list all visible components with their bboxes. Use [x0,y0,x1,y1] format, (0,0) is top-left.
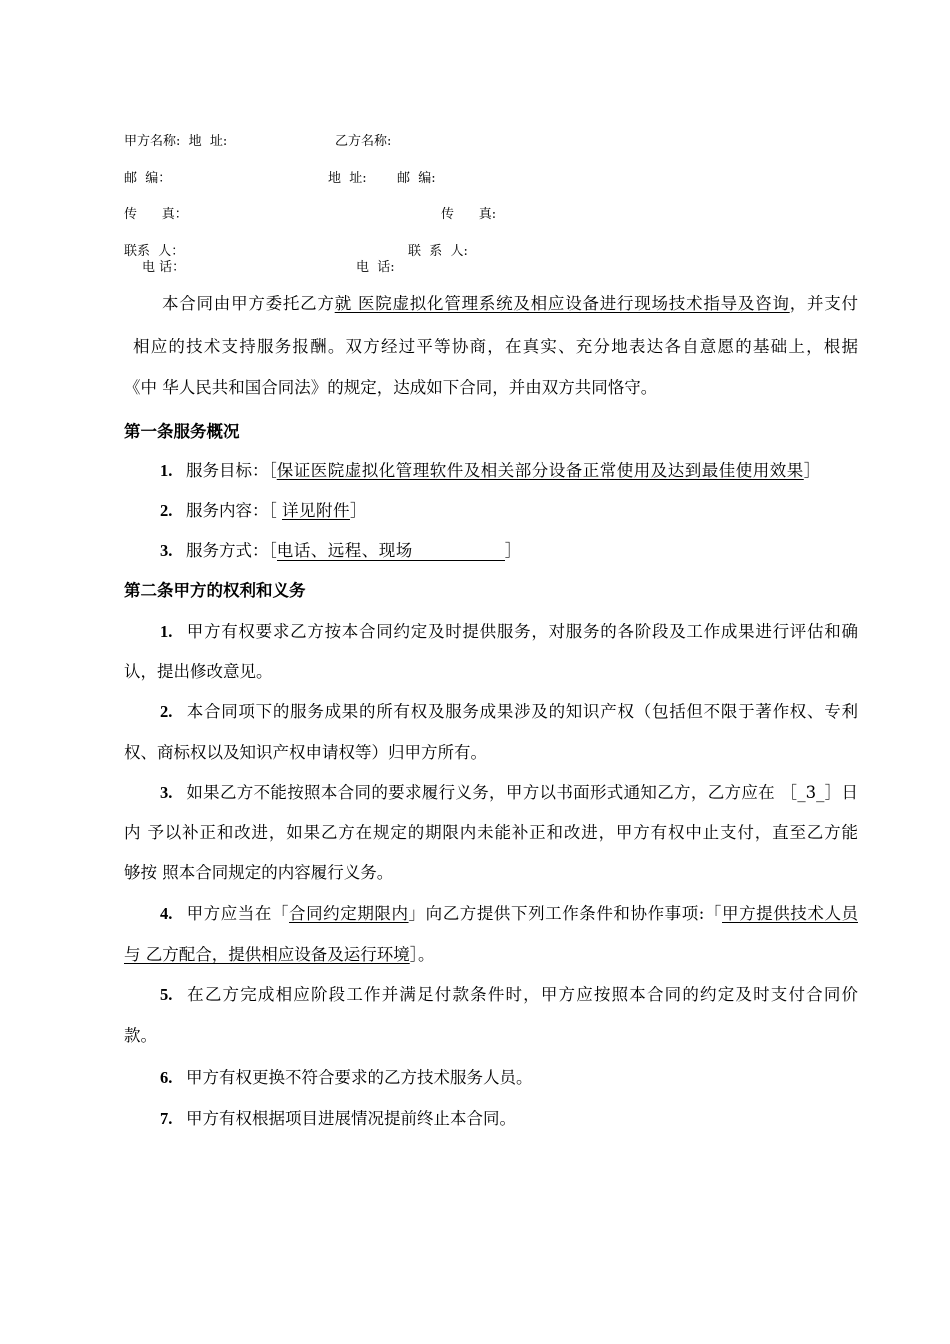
bracket-close: ］。 [409,945,435,964]
bracket-close: ］ [803,461,821,480]
service-goal-value: 保证医院虚拟化管理软件及相关部分设备正常使用及达到最佳使用效果 [276,461,804,480]
service-content-value: 详见附件 [282,501,350,520]
item-text: 日 [841,783,858,802]
cooperation-value: 甲方提供技术人员 [722,904,858,923]
item-text: 在乙方完成相应阶段工作并满足付款条件时，甲方应按照本合同的约定及时支付合同价 [186,985,858,1004]
item-number: 2. [160,702,173,721]
party-a-postcode-label: 邮 编： [124,171,172,186]
article-2-item-1-line-2: 认，提出修改意见。 [124,662,273,681]
party-a-name-address-label: 甲方名称: 地 址: [124,134,228,149]
intro-text: ，并支付 [789,294,858,313]
item-number: 1. [160,461,173,480]
item-text: 向乙方提供下列工作条件和协作事项: [425,904,705,923]
item-text: 甲方有权更换不符合要求的乙方技术服务人员。 [186,1068,533,1087]
article-2-item-5-line-2: 款。 [124,1026,157,1045]
article-2-item-3-line-2: 内 予以补正和改进，如果乙方在规定的期限内未能补正和改进，甲方有权中止支付，直至乙方能 [124,823,858,842]
bracket-open: ［ [268,461,277,480]
article-2-item-3-line-1 [160,782,858,806]
item-label: 服务内容： [186,501,269,520]
intro-text: 本合同由甲方委托乙方 [162,294,335,313]
article-2-item-2-line-1 [160,701,858,725]
item-number: 4. [160,904,173,923]
party-b-address-label: 地 址: [328,171,367,186]
intro-line-1 [162,293,858,317]
item-number: 3. [160,541,173,560]
article-2-item-4-line-1 [160,903,858,927]
party-b-contact-label: 联 系 人: [408,244,468,259]
article-2-item-5-line-1 [160,984,858,1008]
article-2-item-7 [160,1108,858,1132]
item-text: 本合同项下的服务成果的所有权及服务成果涉及的知识产权（包括但不限于著作权、专利 [186,702,858,721]
party-a-fax-label: 传 真： [124,207,188,222]
item-number: 1. [160,622,173,641]
item-text: 甲方有权要求乙方按本合同约定及时提供服务，对服务的各阶段及工作成果进行评估和确 [186,622,858,641]
article-2-item-2-line-2: 权、商标权以及知识产权申请权等）归甲方所有。 [124,743,487,762]
item-number: 5. [160,985,173,1004]
bracket-close: ］ [504,541,522,560]
cooperation-value: 与 乙方配合，提供相应设备及运行环境 [124,945,410,964]
article-2-item-6 [160,1067,858,1091]
party-b-phone-label: 电 话: [356,260,395,275]
intro-line-3: 《中 华人民共和国合同法》的规定，达成如下合同，并由双方共同恪守。 [124,378,658,397]
party-b-name-label: 乙方名称: [335,134,392,149]
bracket-open: ［ [268,501,282,520]
item-label: 服务目标： [186,461,269,480]
party-a-contact-label: 联系 人： [124,244,185,259]
bracket-open: 「 [271,904,290,923]
service-method-value: 电话、远程、现场 [277,541,505,561]
intro-service-subject: 就 医院虚拟化管理系统及相应设备进行现场技术指导及咨询 [334,294,790,313]
party-a-phone-label: 电 话： [142,260,186,275]
article-1-item-3 [160,540,858,564]
item-number: 6. [160,1068,173,1087]
item-number: 2. [160,501,173,520]
item-number: 3. [160,783,173,802]
bracket-close: 」 [408,904,426,923]
article-1-item-1 [160,460,858,484]
article-2-heading: 第二条甲方的权利和义务 [124,581,306,600]
item-number: 7. [160,1109,173,1128]
deadline-value: 合同约定期限内 [289,904,409,923]
bracket-open: ［ [268,541,277,560]
article-1-heading: 第一条服务概况 [124,422,240,441]
item-text: 甲方应当在 [186,904,272,923]
intro-line-2: 相应的技术支持服务报酬。双方经过平等协商，在真实、充分地表达各自意愿的基础上，根据 [133,337,858,356]
article-2-item-3-line-3: 够按 照本合同规定的内容履行义务。 [124,863,394,882]
item-text: 甲方有权根据项目进展情况提前终止本合同。 [186,1109,516,1128]
party-b-postcode-label: 邮 编: [397,171,436,186]
bracket-close: ］ [350,501,367,520]
bracket-open: 「 [704,904,723,923]
item-text: 如果乙方不能按照本合同的要求履行义务，甲方以书面形式通知乙方，乙方应在 [186,783,781,802]
article-2-item-1-line-1 [160,621,858,645]
party-b-fax-label: 传 真: [441,207,497,222]
article-2-item-4-line-2 [124,944,858,968]
days-blank: ［_3_］ [780,783,842,802]
article-1-item-2 [160,500,858,524]
item-label: 服务方式： [186,541,269,560]
